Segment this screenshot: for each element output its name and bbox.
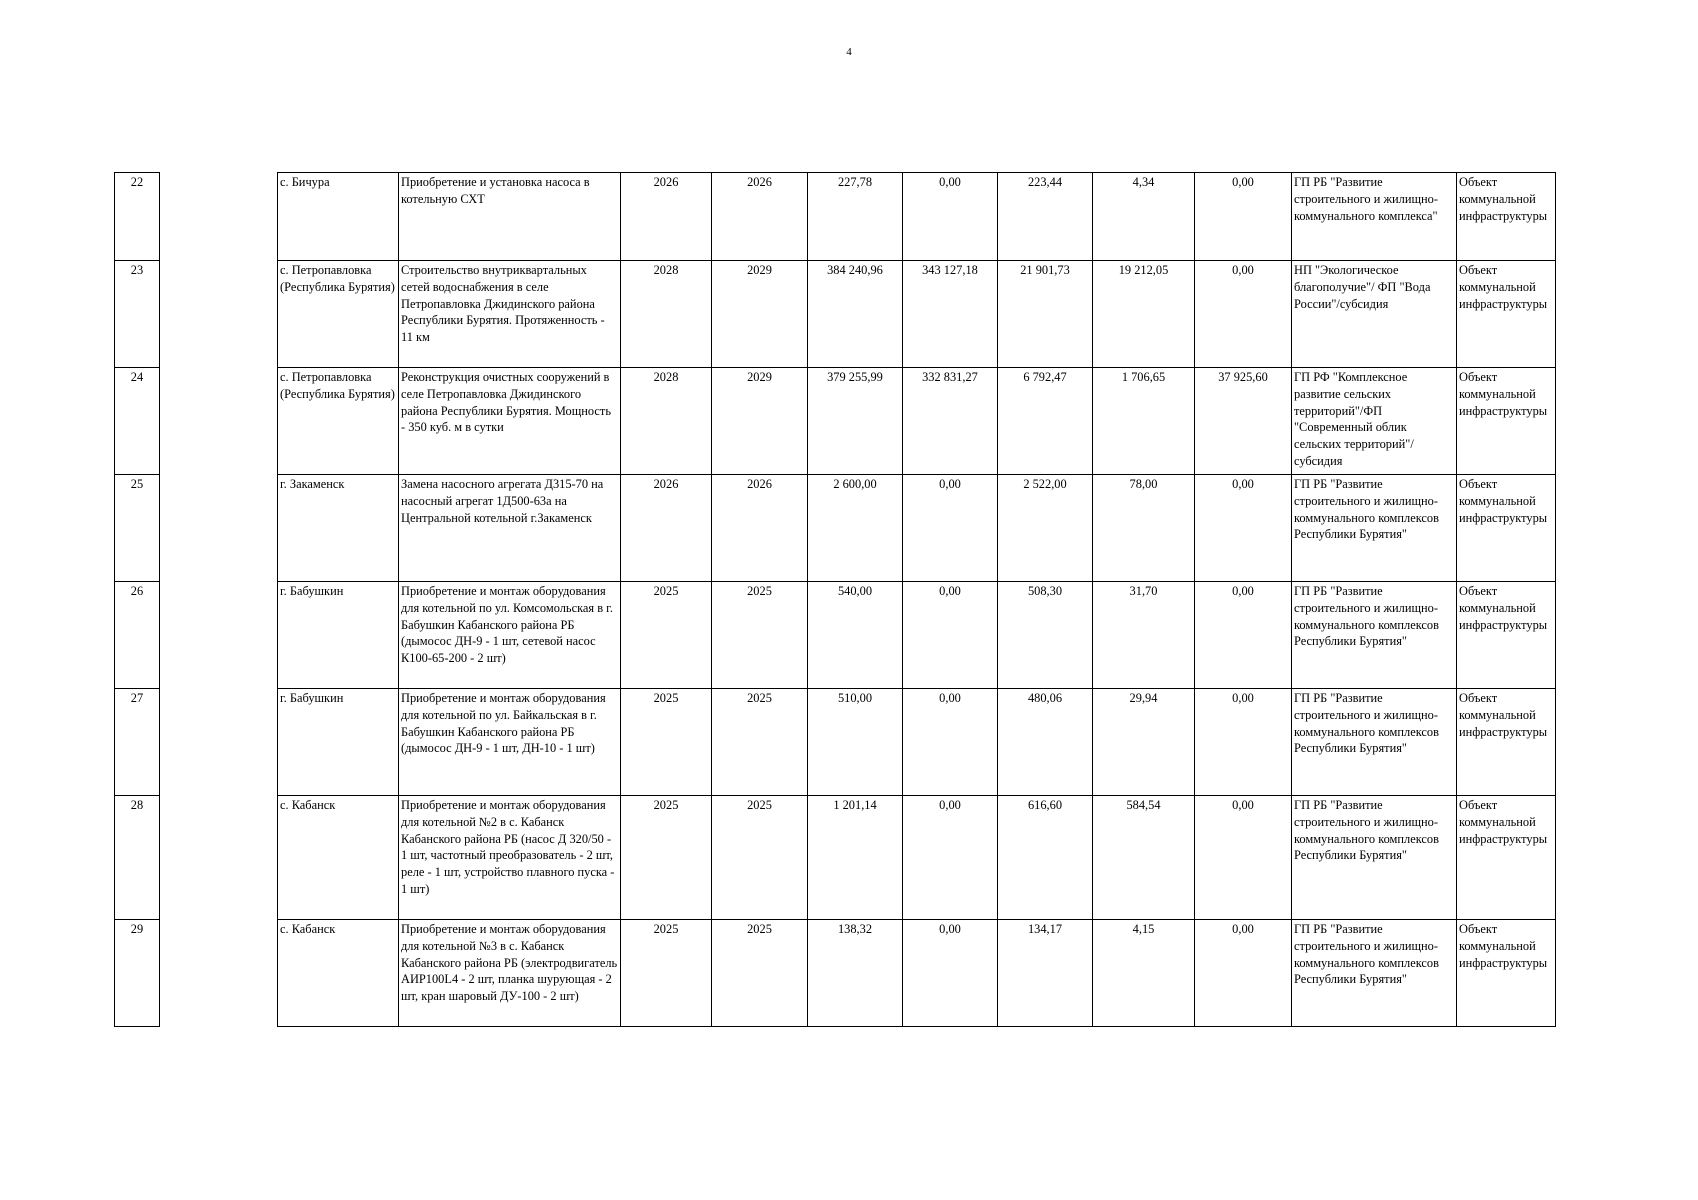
settlement-cell: с. Петропавловка (Республика Бурятия) [278, 368, 399, 475]
object-type-cell: Объект коммунальной инфраструктуры [1457, 475, 1556, 582]
end-year-cell: 2029 [712, 261, 808, 368]
total-cost-cell: 510,00 [808, 689, 903, 796]
total-cost-cell: 138,32 [808, 920, 903, 1027]
start-year-cell: 2025 [621, 689, 712, 796]
description-cell: Приобретение и монтаж оборудования для котельной по ул. Комсомольская в г. Бабушкин Кабанского района РБ (дымосос ДН-9 - 1 шт, сетевой насос К100-65-200 - 2 шт) [399, 582, 621, 689]
end-year-cell: 2025 [712, 796, 808, 920]
start-year-cell: 2028 [621, 261, 712, 368]
table-row [278, 368, 1556, 475]
total-cost-cell: 540,00 [808, 582, 903, 689]
row-number-row [115, 582, 160, 689]
settlement-cell: г. Закаменск [278, 475, 399, 582]
row-number-row [115, 689, 160, 796]
settlement-cell: г. Бабушкин [278, 689, 399, 796]
row-number-row [115, 173, 160, 261]
local-budget-cell: 78,00 [1093, 475, 1195, 582]
federal-budget-cell: 0,00 [903, 796, 998, 920]
row-number-cell: 24 [115, 368, 160, 475]
federal-budget-cell: 0,00 [903, 475, 998, 582]
total-cost-cell: 2 600,00 [808, 475, 903, 582]
row-number-row [115, 796, 160, 920]
other-sources-cell: 37 925,60 [1195, 368, 1292, 475]
local-budget-cell: 4,15 [1093, 920, 1195, 1027]
federal-budget-cell: 0,00 [903, 173, 998, 261]
table-row [278, 582, 1556, 689]
row-number-cell: 23 [115, 261, 160, 368]
settlement-cell: г. Бабушкин [278, 582, 399, 689]
row-number-cell: 25 [115, 475, 160, 582]
federal-budget-cell: 332 831,27 [903, 368, 998, 475]
settlement-cell: с. Петропавловка (Республика Бурятия) [278, 261, 399, 368]
end-year-cell: 2029 [712, 368, 808, 475]
start-year-cell: 2025 [621, 582, 712, 689]
description-cell: Реконструкция очистных сооружений в селе Петропавловка Джидинского района Республики Бурятия. Мощность - 350 куб. м в сутки [399, 368, 621, 475]
total-cost-cell: 379 255,99 [808, 368, 903, 475]
federal-budget-cell: 0,00 [903, 920, 998, 1027]
object-type-cell: Объект коммунальной инфраструктуры [1457, 261, 1556, 368]
end-year-cell: 2025 [712, 689, 808, 796]
table-row [278, 475, 1556, 582]
regional-budget-cell: 508,30 [998, 582, 1093, 689]
local-budget-cell: 584,54 [1093, 796, 1195, 920]
start-year-cell: 2026 [621, 475, 712, 582]
row-number-cell: 27 [115, 689, 160, 796]
page-number: 4 [846, 46, 852, 58]
table-row [278, 173, 1556, 261]
row-number-column [114, 172, 160, 1027]
program-cell: ГП РБ "Развитие строительного и жилищно-коммунального комплексов Республики Бурятия" [1292, 689, 1457, 796]
table-row [278, 920, 1556, 1027]
other-sources-cell: 0,00 [1195, 582, 1292, 689]
row-number-row [115, 920, 160, 1027]
table-row [278, 689, 1556, 796]
start-year-cell: 2028 [621, 368, 712, 475]
other-sources-cell: 0,00 [1195, 920, 1292, 1027]
description-cell: Приобретение и установка насоса в котельную СХТ [399, 173, 621, 261]
program-cell: ГП РБ "Развитие строительного и жилищно-коммунального комплекса" [1292, 173, 1457, 261]
end-year-cell: 2026 [712, 173, 808, 261]
local-budget-cell: 1 706,65 [1093, 368, 1195, 475]
table-row [278, 261, 1556, 368]
regional-budget-cell: 616,60 [998, 796, 1093, 920]
federal-budget-cell: 0,00 [903, 689, 998, 796]
regional-budget-cell: 134,17 [998, 920, 1093, 1027]
local-budget-cell: 29,94 [1093, 689, 1195, 796]
total-cost-cell: 227,78 [808, 173, 903, 261]
other-sources-cell: 0,00 [1195, 261, 1292, 368]
other-sources-cell: 0,00 [1195, 173, 1292, 261]
program-cell: НП "Экологическое благополучие"/ ФП "Вода России"/субсидия [1292, 261, 1457, 368]
local-budget-cell: 19 212,05 [1093, 261, 1195, 368]
table-row [278, 796, 1556, 920]
local-budget-cell: 4,34 [1093, 173, 1195, 261]
end-year-cell: 2025 [712, 920, 808, 1027]
total-cost-cell: 384 240,96 [808, 261, 903, 368]
regional-budget-cell: 6 792,47 [998, 368, 1093, 475]
settlement-cell: с. Кабанск [278, 920, 399, 1027]
objects-table [277, 172, 1556, 1027]
row-number-cell: 26 [115, 582, 160, 689]
regional-budget-cell: 21 901,73 [998, 261, 1093, 368]
regional-budget-cell: 2 522,00 [998, 475, 1093, 582]
federal-budget-cell: 0,00 [903, 582, 998, 689]
row-number-cell: 28 [115, 796, 160, 920]
row-number-cell: 29 [115, 920, 160, 1027]
program-cell: ГП РБ "Развитие строительного и жилищно-коммунального комплексов Республики Бурятия" [1292, 796, 1457, 920]
other-sources-cell: 0,00 [1195, 689, 1292, 796]
object-type-cell: Объект коммунальной инфраструктуры [1457, 796, 1556, 920]
row-number-row [115, 368, 160, 475]
total-cost-cell: 1 201,14 [808, 796, 903, 920]
start-year-cell: 2026 [621, 173, 712, 261]
settlement-cell: с. Кабанск [278, 796, 399, 920]
end-year-cell: 2025 [712, 582, 808, 689]
regional-budget-cell: 480,06 [998, 689, 1093, 796]
row-number-row [115, 261, 160, 368]
row-number-cell: 22 [115, 173, 160, 261]
object-type-cell: Объект коммунальной инфраструктуры [1457, 173, 1556, 261]
start-year-cell: 2025 [621, 920, 712, 1027]
description-cell: Строительство внутриквартальных сетей водоснабжения в селе Петропавловка Джидинского района Республики Бурятия. Протяженность - 11 км [399, 261, 621, 368]
program-cell: ГП РБ "Развитие строительного и жилищно-коммунального комплексов Республики Бурятия" [1292, 475, 1457, 582]
description-cell: Приобретение и монтаж оборудования для котельной №2 в с. Кабанск Кабанского района РБ (насос Д 320/50 - 1 шт, частотный преобразователь - 2 шт, реле - 1 шт, устройство плавного пуска - 1 шт) [399, 796, 621, 920]
other-sources-cell: 0,00 [1195, 475, 1292, 582]
object-type-cell: Объект коммунальной инфраструктуры [1457, 689, 1556, 796]
program-cell: ГП РФ "Комплексное развитие сельских территорий"/ФП "Современный облик сельских территорий"/субсидия [1292, 368, 1457, 475]
regional-budget-cell: 223,44 [998, 173, 1093, 261]
program-cell: ГП РБ "Развитие строительного и жилищно-коммунального комплексов Республики Бурятия" [1292, 920, 1457, 1027]
federal-budget-cell: 343 127,18 [903, 261, 998, 368]
settlement-cell: с. Бичура [278, 173, 399, 261]
local-budget-cell: 31,70 [1093, 582, 1195, 689]
object-type-cell: Объект коммунальной инфраструктуры [1457, 368, 1556, 475]
program-cell: ГП РБ "Развитие строительного и жилищно-коммунального комплексов Республики Бурятия" [1292, 582, 1457, 689]
row-number-row [115, 475, 160, 582]
description-cell: Приобретение и монтаж оборудования для котельной по ул. Байкальская в г. Бабушкин Кабанского района РБ (дымосос ДН-9 - 1 шт, ДН-10 - 1 шт) [399, 689, 621, 796]
start-year-cell: 2025 [621, 796, 712, 920]
object-type-cell: Объект коммунальной инфраструктуры [1457, 920, 1556, 1027]
object-type-cell: Объект коммунальной инфраструктуры [1457, 582, 1556, 689]
other-sources-cell: 0,00 [1195, 796, 1292, 920]
end-year-cell: 2026 [712, 475, 808, 582]
description-cell: Приобретение и монтаж оборудования для котельной №3 в с. Кабанск Кабанского района РБ (электродвигатель АИР100L4 - 2 шт, планка шурующая - 2 шт, кран шаровый ДУ-100 - 2 шт) [399, 920, 621, 1027]
description-cell: Замена насосного агрегата Д315-70 на насосный агрегат 1Д500-63а на Центральной котельной г.Закаменск [399, 475, 621, 582]
